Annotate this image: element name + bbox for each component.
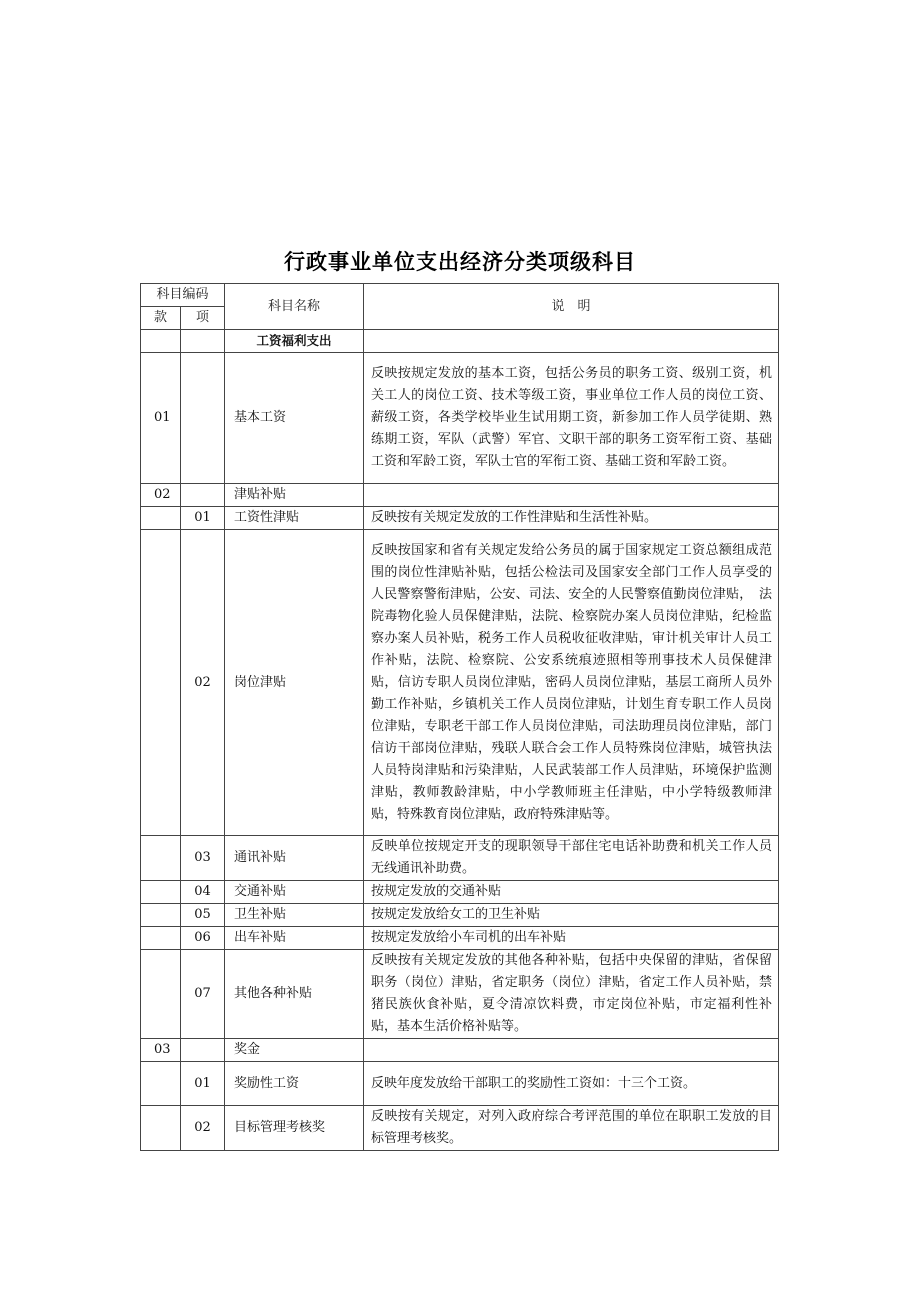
row-xiang: 02: [181, 1106, 225, 1151]
header-kuan: 款: [141, 307, 181, 330]
row-desc: 反映按国家和省有关规定发给公务员的属于国家规定工资总额组成范围的岗位性津贴补贴，包括公检法司及国家安全部门工作人员享受的人民警察警衔津贴，公安、司法、安全的人民警察值勤岗位津贴， 法院毒物化验人员保健津贴，法院、检察院办案人员岗位津贴，纪检监察办案人员补贴，税务工作人员税收征收津贴，审计机关审计人员工作补贴，法院、检察院、公安系统痕迹照相等刑事技术人员保健津贴，信访专职人员岗位津贴，密码人员岗位津贴，基层工商所人员外勤工作补贴，乡镇机关工作人员岗位津贴，计划生育专职工作人员岗位津贴，专职老干部工作人员岗位津贴，司法助理员岗位津贴，部门信访干部岗位津贴，残联人联合会工作人员特殊岗位津贴，城管执法人员特岗津贴和污染津贴，人民武装部工作人员津贴，环境保护监测津贴，教师教龄津贴，中小学教师班主任津贴，中小学特级教师津贴，特殊教育岗位津贴，政府特殊津贴等。: [364, 530, 779, 836]
row-xiang: 06: [181, 927, 225, 950]
table-row: [141, 881, 779, 904]
table-row: [141, 530, 779, 836]
row-kuan: 03: [141, 1039, 181, 1062]
table-row: [141, 950, 779, 1039]
table-row: [141, 927, 779, 950]
row-name: 其他各种补贴: [225, 950, 364, 1039]
row-kuan: [141, 904, 181, 927]
row-name: 基本工资: [225, 353, 364, 484]
row-name: 奖励性工资: [225, 1062, 364, 1106]
row-desc: 反映按有关规定发放的工作性津贴和生活性补贴。: [364, 507, 779, 530]
page-title: 行政事业单位支出经济分类项级科目: [284, 250, 636, 274]
row-xiang: 04: [181, 881, 225, 904]
row-desc: 反映年度发放给干部职工的奖励性工资如：十三个工资。: [364, 1062, 779, 1106]
row-kuan: 01: [141, 353, 181, 484]
subject-table: [140, 283, 779, 1151]
row-xiang: 02: [181, 530, 225, 836]
row-desc: 反映按有关规定，对列入政府综合考评范围的单位在职职工发放的目标管理考核奖。: [364, 1106, 779, 1151]
row-kuan: 02: [141, 484, 181, 507]
table-row: [141, 1039, 779, 1062]
row-xiang: [181, 484, 225, 507]
row-xiang: 07: [181, 950, 225, 1039]
row-desc: 反映按规定发放的基本工资，包括公务员的职务工资、级别工资，机关工人的岗位工资、技术等级工资，事业单位工作人员的岗位工资、薪级工资，各类学校毕业生试用期工资，新参加工作人员学徒期、熟练期工资，军队（武警）军官、文职干部的职务工资军衔工资、基础工资和军龄工资，军队士官的军衔工资、基础工资和军龄工资。: [364, 353, 779, 484]
row-name: 出车补贴: [225, 927, 364, 950]
table-row: [141, 1062, 779, 1106]
row-desc: 反映按有关规定发放的其他各种补贴，包括中央保留的津贴，省保留职务（岗位）津贴，省定职务（岗位）津贴，省定工作人员补贴，禁猪民族伙食补贴，夏令清凉饮料费，市定岗位补贴，市定福利性补贴，基本生活价格补贴等。: [364, 950, 779, 1039]
row-desc: [364, 1039, 779, 1062]
row-kuan: [141, 927, 181, 950]
row-kuan: [141, 507, 181, 530]
row-desc: [364, 484, 779, 507]
row-xiang: [181, 353, 225, 484]
row-name: 岗位津贴: [225, 530, 364, 836]
section-desc: [364, 330, 779, 353]
row-xiang: 03: [181, 836, 225, 881]
section-xiang: [181, 330, 225, 353]
header-name: 科目名称: [225, 284, 364, 330]
row-name: 交通补贴: [225, 881, 364, 904]
row-xiang: 05: [181, 904, 225, 927]
table-row: [141, 353, 779, 484]
row-xiang: 01: [181, 507, 225, 530]
row-kuan: [141, 950, 181, 1039]
row-kuan: [141, 1062, 181, 1106]
header-code-group: 科目编码: [141, 284, 225, 307]
row-name: 工资性津贴: [225, 507, 364, 530]
row-kuan: [141, 530, 181, 836]
row-kuan: [141, 836, 181, 881]
row-name: 卫生补贴: [225, 904, 364, 927]
section-title: 工资福利支出: [225, 330, 364, 353]
header-xiang: 项: [181, 307, 225, 330]
table-row: [141, 904, 779, 927]
row-desc: 按规定发放给女工的卫生补贴: [364, 904, 779, 927]
header-desc: 说 明: [364, 284, 779, 330]
section-row: [141, 330, 779, 353]
row-desc: 按规定发放给小车司机的出车补贴: [364, 927, 779, 950]
row-name: 津贴补贴: [225, 484, 364, 507]
table-row: [141, 1106, 779, 1151]
header-row-1: [141, 284, 779, 307]
section-kuan: [141, 330, 181, 353]
row-kuan: [141, 881, 181, 904]
table-row: [141, 484, 779, 507]
row-name: 通讯补贴: [225, 836, 364, 881]
row-xiang: 01: [181, 1062, 225, 1106]
row-desc: 按规定发放的交通补贴: [364, 881, 779, 904]
table-row: [141, 507, 779, 530]
row-xiang: [181, 1039, 225, 1062]
table-row: [141, 836, 779, 881]
row-name: 奖金: [225, 1039, 364, 1062]
row-kuan: [141, 1106, 181, 1151]
row-name: 目标管理考核奖: [225, 1106, 364, 1151]
row-desc: 反映单位按规定开支的现职领导干部住宅电话补助费和机关工作人员无线通讯补助费。: [364, 836, 779, 881]
